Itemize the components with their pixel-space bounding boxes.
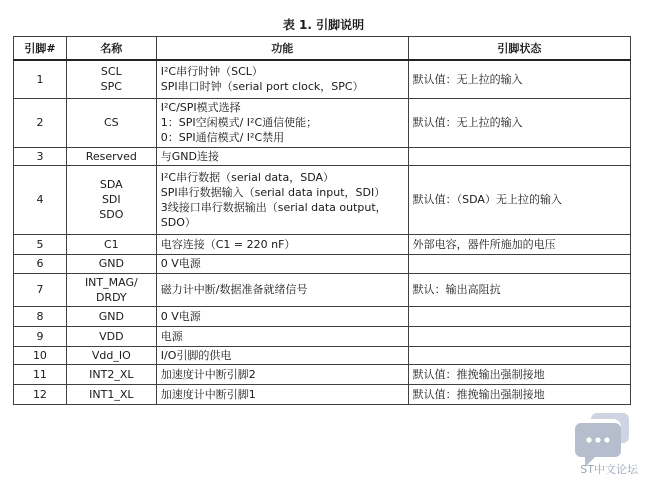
function-line: SPI串口时钟（serial port clock，SPC） bbox=[160, 80, 364, 94]
pin-name: SCL bbox=[100, 65, 122, 79]
pin-number-cell: 2 bbox=[14, 98, 67, 147]
pin-number-cell: 7 bbox=[14, 273, 67, 306]
table-header-row bbox=[14, 37, 631, 61]
pin-number-cell: 10 bbox=[14, 346, 67, 364]
function-line: SPI串行数据输入（serial data input，SDI） bbox=[160, 185, 386, 199]
pin-name-cell bbox=[66, 384, 156, 404]
pin-name-cell bbox=[66, 364, 156, 384]
pin-name: Reserved bbox=[85, 149, 137, 163]
table-row bbox=[14, 165, 631, 234]
function-cell bbox=[156, 165, 408, 234]
pin-name-cell bbox=[66, 234, 156, 254]
function-cell bbox=[156, 364, 408, 384]
function-line: 0：SPI通信模式/ I²C禁用 bbox=[160, 131, 285, 144]
pin-number-cell: 3 bbox=[14, 147, 67, 165]
pin-name: INT_MAG/ bbox=[84, 275, 138, 289]
watermark-text: ST中文论坛 bbox=[580, 463, 638, 476]
table-title: 表 1. 引脚说明 bbox=[282, 18, 365, 32]
function-line: 加速度计中断引脚2 bbox=[160, 367, 256, 381]
function-cell bbox=[156, 346, 408, 364]
pin-name: SDO bbox=[99, 208, 124, 221]
pin-name-cell bbox=[66, 254, 156, 273]
pin-description-table bbox=[13, 36, 631, 405]
pin-state-cell: 默认：输出高阻抗 bbox=[408, 273, 630, 306]
pin-name: SPC bbox=[100, 80, 122, 94]
pin-number-cell: 9 bbox=[14, 326, 67, 346]
pin-name: SDI bbox=[101, 193, 121, 206]
pin-name-cell bbox=[66, 326, 156, 346]
pin-name-cell bbox=[66, 273, 156, 306]
pin-name: DRDY bbox=[95, 290, 127, 304]
table-row bbox=[14, 273, 631, 306]
pin-name-cell bbox=[66, 346, 156, 364]
header-pin: 引脚# bbox=[14, 37, 67, 61]
table-row bbox=[14, 384, 631, 404]
pin-number-cell: 8 bbox=[14, 306, 67, 326]
pin-state-cell: 默认值：推挽输出强制接地 bbox=[408, 384, 630, 404]
pin-name: INT1_XL bbox=[89, 387, 134, 401]
function-cell bbox=[156, 384, 408, 404]
table-body bbox=[14, 60, 631, 404]
table-row bbox=[14, 147, 631, 165]
pin-number-cell: 5 bbox=[14, 234, 67, 254]
pin-name: SDA bbox=[99, 178, 123, 191]
function-cell bbox=[156, 326, 408, 346]
function-cell bbox=[156, 234, 408, 254]
function-line: 加速度计中断引脚1 bbox=[160, 387, 256, 401]
table-row bbox=[14, 254, 631, 273]
function-line: 与GND连接 bbox=[160, 149, 219, 163]
pin-name-cell bbox=[66, 98, 156, 147]
pin-state-cell bbox=[408, 254, 630, 273]
pin-state-cell bbox=[408, 326, 630, 346]
function-cell bbox=[156, 273, 408, 306]
function-cell bbox=[156, 60, 408, 98]
pin-state-cell: 默认值：无上拉的输入 bbox=[408, 60, 630, 98]
function-line: 0 V电源 bbox=[160, 257, 201, 270]
pin-state-cell bbox=[408, 147, 630, 165]
pin-state-cell bbox=[408, 346, 630, 364]
function-line: 1：SPI空闲模式/ I²C通信使能； bbox=[160, 116, 318, 129]
function-line: I²C/SPI模式选择 bbox=[160, 101, 241, 114]
table-row bbox=[14, 234, 631, 254]
function-cell bbox=[156, 98, 408, 147]
table-row bbox=[14, 60, 631, 98]
pin-name: GND bbox=[98, 309, 124, 323]
pin-name: CS bbox=[103, 116, 119, 129]
pin-number-cell: 1 bbox=[14, 60, 67, 98]
pin-number-cell: 6 bbox=[14, 254, 67, 273]
function-cell bbox=[156, 254, 408, 273]
function-cell bbox=[156, 147, 408, 165]
pin-name-cell bbox=[66, 306, 156, 326]
table-row bbox=[14, 306, 631, 326]
function-line: 电源 bbox=[160, 329, 183, 343]
function-line: SDO） bbox=[160, 215, 196, 229]
function-line: I²C串行时钟（SCL） bbox=[160, 65, 263, 79]
pin-state-cell: 默认值：推挽输出强制接地 bbox=[408, 364, 630, 384]
table-row bbox=[14, 364, 631, 384]
pin-name: GND bbox=[98, 257, 124, 270]
header-function: 功能 bbox=[156, 37, 408, 61]
pin-state-cell: 默认值：无上拉的输入 bbox=[408, 98, 630, 147]
pin-number-cell: 11 bbox=[14, 364, 67, 384]
pin-state-cell bbox=[408, 306, 630, 326]
table-row bbox=[14, 326, 631, 346]
pin-number-cell: 4 bbox=[14, 165, 67, 234]
pin-name: VDD bbox=[99, 329, 124, 343]
function-line: 0 V电源 bbox=[160, 309, 201, 323]
pin-state-cell: 外部电容，器件所施加的电压 bbox=[408, 234, 630, 254]
pin-number-cell: 12 bbox=[14, 384, 67, 404]
header-pin-state: 引脚状态 bbox=[408, 37, 630, 61]
function-line: I/O引脚的供电 bbox=[160, 348, 232, 362]
pin-name: C1 bbox=[103, 237, 119, 251]
function-line: I²C串行数据（serial data，SDA） bbox=[160, 170, 335, 184]
pin-name-cell bbox=[66, 60, 156, 98]
table-row bbox=[14, 98, 631, 147]
function-line: 电容连接（C1 = 220 nF） bbox=[160, 237, 296, 251]
function-line: 磁力计中断/数据准备就绪信号 bbox=[160, 283, 308, 296]
function-cell bbox=[156, 306, 408, 326]
pin-state-cell: 默认值：（SDA）无上拉的输入 bbox=[408, 165, 630, 234]
pin-name: INT2_XL bbox=[89, 367, 134, 381]
pin-name-cell bbox=[66, 165, 156, 234]
pin-name: Vdd_IO bbox=[91, 348, 131, 362]
pin-name-cell bbox=[66, 147, 156, 165]
header-name: 名称 bbox=[66, 37, 156, 61]
function-line: 3线接口串行数据输出（serial data output， bbox=[160, 200, 387, 214]
table-row bbox=[14, 346, 631, 364]
